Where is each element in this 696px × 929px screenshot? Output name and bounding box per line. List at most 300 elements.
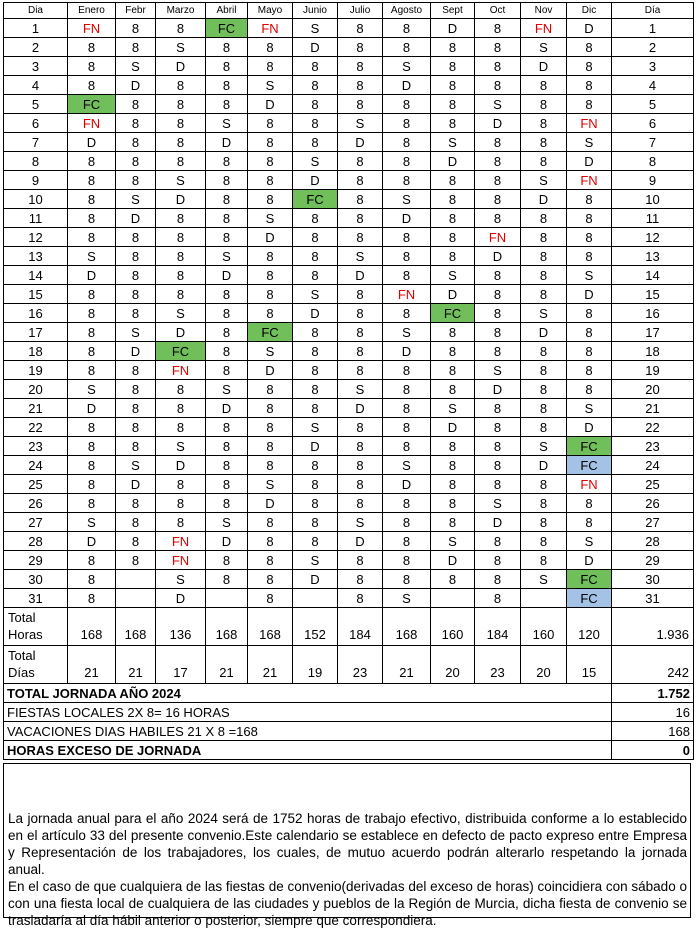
summary-label: TOTAL JORNADA AÑO 2024	[4, 684, 612, 703]
day-number: 22	[612, 418, 694, 437]
header-cell: Oct	[475, 3, 521, 19]
day-cell: 8	[338, 437, 383, 456]
day-cell: D	[293, 38, 338, 57]
day-number: 11	[612, 209, 694, 228]
day-cell: 8	[116, 380, 156, 399]
day-cell: 8	[475, 152, 521, 171]
day-cell: D	[431, 152, 475, 171]
total-days-row-value: 23	[338, 646, 383, 684]
day-cell: FN	[475, 228, 521, 247]
day-cell: 8	[156, 133, 206, 152]
header-cell: Dia	[4, 3, 68, 19]
day-cell: 8	[206, 437, 248, 456]
day-cell: D	[338, 266, 383, 285]
total-days-row-value: 19	[293, 646, 338, 684]
day-cell: 8	[68, 38, 116, 57]
day-number: 2	[612, 38, 694, 57]
day-cell: D	[206, 399, 248, 418]
day-cell: 8	[431, 190, 475, 209]
day-row	[4, 171, 694, 190]
day-row	[4, 361, 694, 380]
day-cell	[116, 570, 156, 589]
day-cell: 8	[383, 380, 431, 399]
day-cell: 8	[431, 475, 475, 494]
day-cell: 8	[383, 95, 431, 114]
day-row	[4, 285, 694, 304]
day-number: 29	[4, 551, 68, 570]
day-cell: S	[293, 285, 338, 304]
day-cell: FN	[68, 114, 116, 133]
day-cell: 8	[68, 285, 116, 304]
day-cell: S	[293, 152, 338, 171]
day-number: 25	[612, 475, 694, 494]
day-cell: 8	[383, 228, 431, 247]
day-cell: 8	[521, 76, 567, 95]
day-number: 8	[612, 152, 694, 171]
day-cell: 8	[116, 38, 156, 57]
day-cell: 8	[567, 57, 612, 76]
day-number: 26	[4, 494, 68, 513]
day-cell: 8	[68, 152, 116, 171]
day-cell: 8	[293, 76, 338, 95]
day-cell: 8	[68, 456, 116, 475]
day-cell: 8	[156, 285, 206, 304]
day-cell: 8	[521, 342, 567, 361]
day-cell: 8	[68, 494, 116, 513]
day-cell: D	[206, 532, 248, 551]
day-cell: 8	[431, 570, 475, 589]
day-cell: 8	[383, 247, 431, 266]
day-row	[4, 437, 694, 456]
day-cell: 8	[68, 418, 116, 437]
day-cell: S	[68, 247, 116, 266]
day-cell: 8	[431, 437, 475, 456]
total-hours-row-value: 168	[116, 608, 156, 646]
day-cell: 8	[248, 247, 293, 266]
day-cell: FC	[431, 304, 475, 323]
day-cell: D	[293, 437, 338, 456]
header-cell: Febr	[116, 3, 156, 19]
day-cell: S	[383, 57, 431, 76]
day-cell: 8	[383, 19, 431, 38]
day-cell: 8	[293, 57, 338, 76]
day-cell: 8	[521, 475, 567, 494]
day-cell: 8	[431, 209, 475, 228]
day-cell: 8	[338, 323, 383, 342]
day-row	[4, 342, 694, 361]
day-cell: D	[68, 133, 116, 152]
header-cell: Abril	[206, 3, 248, 19]
day-cell: 8	[156, 247, 206, 266]
day-cell: D	[475, 114, 521, 133]
total-days-row-value: 21	[206, 646, 248, 684]
day-cell: 8	[293, 475, 338, 494]
total-hours-row-value: 168	[206, 608, 248, 646]
day-cell: 8	[567, 323, 612, 342]
day-number: 15	[612, 285, 694, 304]
day-cell: 8	[206, 95, 248, 114]
day-cell: 8	[248, 380, 293, 399]
day-cell: 8	[206, 361, 248, 380]
day-cell: D	[68, 266, 116, 285]
day-cell: 8	[206, 209, 248, 228]
day-cell: FC	[567, 437, 612, 456]
day-cell: 8	[293, 513, 338, 532]
day-number: 9	[4, 171, 68, 190]
day-cell: D	[156, 323, 206, 342]
day-cell: 8	[156, 380, 206, 399]
day-number: 21	[612, 399, 694, 418]
day-cell: 8	[248, 133, 293, 152]
day-cell: 8	[521, 209, 567, 228]
day-cell: S	[431, 266, 475, 285]
header-cell: Nov	[521, 3, 567, 19]
day-cell: 8	[116, 494, 156, 513]
day-number: 24	[4, 456, 68, 475]
day-cell: 8	[293, 361, 338, 380]
day-cell: 8	[116, 418, 156, 437]
day-cell: 8	[156, 19, 206, 38]
day-cell: 8	[431, 494, 475, 513]
day-cell: 8	[293, 133, 338, 152]
day-cell: D	[338, 399, 383, 418]
day-cell: 8	[156, 494, 206, 513]
day-number: 19	[4, 361, 68, 380]
day-cell: 8	[68, 304, 116, 323]
day-cell: 8	[206, 475, 248, 494]
total-hours-row-value: 160	[431, 608, 475, 646]
day-cell: 8	[383, 114, 431, 133]
day-number: 18	[4, 342, 68, 361]
day-cell: D	[383, 209, 431, 228]
day-cell: 8	[521, 494, 567, 513]
day-cell: 8	[156, 152, 206, 171]
day-cell: 8	[116, 114, 156, 133]
day-cell: D	[68, 532, 116, 551]
day-cell: 8	[68, 76, 116, 95]
day-cell: S	[156, 171, 206, 190]
day-cell: 8	[206, 57, 248, 76]
day-number: 15	[4, 285, 68, 304]
day-cell: S	[156, 38, 206, 57]
day-cell: S	[338, 380, 383, 399]
day-cell: 8	[475, 266, 521, 285]
day-cell: D	[116, 209, 156, 228]
day-number: 13	[4, 247, 68, 266]
day-cell: 8	[248, 57, 293, 76]
day-number: 17	[612, 323, 694, 342]
day-number: 11	[4, 209, 68, 228]
summary-row	[4, 722, 694, 741]
day-cell: 8	[206, 304, 248, 323]
day-cell: D	[567, 551, 612, 570]
day-cell: 8	[293, 114, 338, 133]
day-cell: 8	[116, 19, 156, 38]
day-cell: D	[248, 95, 293, 114]
day-cell: 8	[293, 209, 338, 228]
header-cell: Junio	[293, 3, 338, 19]
day-cell: 8	[521, 133, 567, 152]
total-hours-row-label	[4, 608, 68, 646]
day-row	[4, 38, 694, 57]
day-cell: 8	[567, 228, 612, 247]
day-cell: 8	[248, 285, 293, 304]
day-row	[4, 247, 694, 266]
day-cell: FN	[156, 551, 206, 570]
day-cell: 8	[567, 95, 612, 114]
day-cell: 8	[116, 171, 156, 190]
day-cell: 8	[206, 551, 248, 570]
day-cell: S	[383, 190, 431, 209]
day-cell: 8	[248, 570, 293, 589]
day-cell: FC	[156, 342, 206, 361]
day-cell: D	[156, 456, 206, 475]
header-cell: Julio	[338, 3, 383, 19]
day-cell: 8	[567, 76, 612, 95]
day-cell: 8	[475, 551, 521, 570]
day-cell: S	[338, 114, 383, 133]
day-cell: 8	[248, 456, 293, 475]
day-number: 19	[612, 361, 694, 380]
day-cell: S	[156, 570, 206, 589]
day-cell: S	[521, 437, 567, 456]
day-cell: S	[293, 19, 338, 38]
day-cell: S	[475, 494, 521, 513]
day-cell: FC	[248, 323, 293, 342]
day-cell: 8	[567, 380, 612, 399]
day-cell: S	[521, 38, 567, 57]
day-cell: 8	[293, 456, 338, 475]
day-cell: 8	[338, 589, 383, 608]
day-cell: 8	[431, 361, 475, 380]
day-cell: 8	[156, 266, 206, 285]
day-cell: 8	[156, 95, 206, 114]
day-cell: 8	[475, 209, 521, 228]
day-row	[4, 209, 694, 228]
day-number: 8	[4, 152, 68, 171]
day-row	[4, 380, 694, 399]
day-row	[4, 513, 694, 532]
summary-value: 16	[612, 703, 694, 722]
day-cell: S	[248, 209, 293, 228]
day-cell: D	[431, 285, 475, 304]
day-cell: 8	[116, 304, 156, 323]
day-cell: 8	[475, 190, 521, 209]
day-cell: FN	[68, 19, 116, 38]
day-cell: S	[383, 589, 431, 608]
day-cell: 8	[431, 76, 475, 95]
day-number: 31	[4, 589, 68, 608]
day-cell: D	[383, 342, 431, 361]
day-row	[4, 152, 694, 171]
day-cell: D	[206, 266, 248, 285]
day-cell: D	[431, 418, 475, 437]
day-cell: FC	[293, 190, 338, 209]
work-calendar-table	[3, 2, 694, 760]
day-cell: 8	[293, 342, 338, 361]
total-days-row-value: 21	[248, 646, 293, 684]
day-cell: 8	[431, 57, 475, 76]
day-cell: 8	[475, 342, 521, 361]
day-cell: 8	[431, 38, 475, 57]
day-cell: 8	[521, 228, 567, 247]
day-cell: 8	[248, 418, 293, 437]
day-cell: 8	[156, 418, 206, 437]
day-cell: 8	[475, 76, 521, 95]
day-cell: 8	[431, 513, 475, 532]
day-cell: 8	[156, 399, 206, 418]
day-cell: 8	[431, 114, 475, 133]
day-number: 14	[4, 266, 68, 285]
day-number: 14	[612, 266, 694, 285]
total-days-row-value: 20	[431, 646, 475, 684]
total-days-row	[4, 646, 694, 684]
day-cell: 8	[338, 95, 383, 114]
day-number: 16	[4, 304, 68, 323]
day-cell: D	[521, 57, 567, 76]
day-cell: 8	[383, 38, 431, 57]
summary-value: 1.752	[612, 684, 694, 703]
day-cell: S	[383, 456, 431, 475]
day-cell: 8	[156, 209, 206, 228]
day-cell: 8	[475, 19, 521, 38]
day-cell: 8	[431, 171, 475, 190]
total-days-row-value: 17	[156, 646, 206, 684]
day-cell: 8	[156, 114, 206, 133]
day-cell: 8	[338, 456, 383, 475]
day-cell: D	[567, 152, 612, 171]
day-cell: 8	[116, 133, 156, 152]
day-cell: 8	[521, 114, 567, 133]
day-number: 21	[4, 399, 68, 418]
day-cell: 8	[206, 494, 248, 513]
day-cell: D	[156, 190, 206, 209]
day-cell: 8	[475, 399, 521, 418]
day-number: 4	[612, 76, 694, 95]
day-cell: D	[293, 570, 338, 589]
day-cell	[116, 589, 156, 608]
day-cell: 8	[521, 95, 567, 114]
day-row	[4, 399, 694, 418]
day-cell: 8	[475, 38, 521, 57]
summary-label: FIESTAS LOCALES 2X 8= 16 HORAS	[4, 703, 612, 722]
day-cell: 8	[521, 266, 567, 285]
day-cell: D	[116, 76, 156, 95]
day-cell: 8	[68, 361, 116, 380]
day-number: 10	[4, 190, 68, 209]
day-cell: D	[431, 19, 475, 38]
day-number: 1	[4, 19, 68, 38]
day-cell: D	[248, 494, 293, 513]
day-cell: 8	[116, 513, 156, 532]
day-cell: 8	[521, 532, 567, 551]
day-cell: 8	[338, 190, 383, 209]
day-cell: FN	[383, 285, 431, 304]
total-hours-row-value: 160	[521, 608, 567, 646]
day-cell: D	[383, 475, 431, 494]
total-hours-row-value: 184	[475, 608, 521, 646]
day-cell: 8	[293, 323, 338, 342]
day-cell: 8	[521, 418, 567, 437]
header-row	[4, 3, 694, 19]
day-cell: S	[475, 95, 521, 114]
day-cell: S	[248, 76, 293, 95]
day-cell: 8	[338, 475, 383, 494]
day-cell: S	[68, 380, 116, 399]
day-cell: 8	[248, 171, 293, 190]
day-cell: 8	[431, 228, 475, 247]
day-cell: D	[68, 399, 116, 418]
total-days-row-value: 23	[475, 646, 521, 684]
day-row	[4, 133, 694, 152]
day-cell: 8	[206, 285, 248, 304]
day-row	[4, 456, 694, 475]
day-cell: 8	[475, 323, 521, 342]
day-cell: 8	[383, 171, 431, 190]
day-cell: 8	[116, 361, 156, 380]
day-cell: FN	[567, 171, 612, 190]
day-cell: 8	[383, 418, 431, 437]
day-cell: 8	[475, 475, 521, 494]
day-number: 18	[612, 342, 694, 361]
day-cell: 8	[475, 437, 521, 456]
day-cell: D	[475, 247, 521, 266]
day-cell: 8	[206, 323, 248, 342]
day-number: 29	[612, 551, 694, 570]
day-cell: 8	[248, 532, 293, 551]
day-cell: 8	[206, 38, 248, 57]
day-cell: S	[567, 266, 612, 285]
day-cell: 8	[293, 399, 338, 418]
day-cell: 8	[248, 551, 293, 570]
day-cell: 8	[521, 551, 567, 570]
label-line: Horas	[8, 627, 43, 642]
day-cell: 8	[383, 399, 431, 418]
day-cell: 8	[116, 228, 156, 247]
day-cell: D	[475, 380, 521, 399]
day-cell: 8	[383, 152, 431, 171]
day-cell: 8	[338, 304, 383, 323]
day-number: 28	[4, 532, 68, 551]
summary-row	[4, 684, 694, 703]
day-cell: 8	[206, 342, 248, 361]
day-cell: 8	[338, 209, 383, 228]
day-cell: 8	[431, 380, 475, 399]
header-cell: Sept	[431, 3, 475, 19]
day-row	[4, 228, 694, 247]
total-days-row-value: 15	[567, 646, 612, 684]
day-cell: 8	[383, 494, 431, 513]
day-cell: 8	[338, 494, 383, 513]
day-row	[4, 19, 694, 38]
day-cell: FC	[567, 570, 612, 589]
day-cell: S	[116, 57, 156, 76]
day-cell: 8	[475, 456, 521, 475]
day-cell: 8	[68, 323, 116, 342]
day-cell: 8	[338, 342, 383, 361]
day-cell: 8	[567, 361, 612, 380]
day-cell: D	[248, 228, 293, 247]
day-cell: 8	[206, 190, 248, 209]
day-cell: 8	[521, 399, 567, 418]
day-cell: 8	[68, 342, 116, 361]
day-cell: 8	[116, 285, 156, 304]
header-cell: Marzo	[156, 3, 206, 19]
day-cell: FC	[206, 19, 248, 38]
day-cell: 8	[293, 95, 338, 114]
day-cell: FN	[521, 19, 567, 38]
day-cell: 8	[567, 247, 612, 266]
